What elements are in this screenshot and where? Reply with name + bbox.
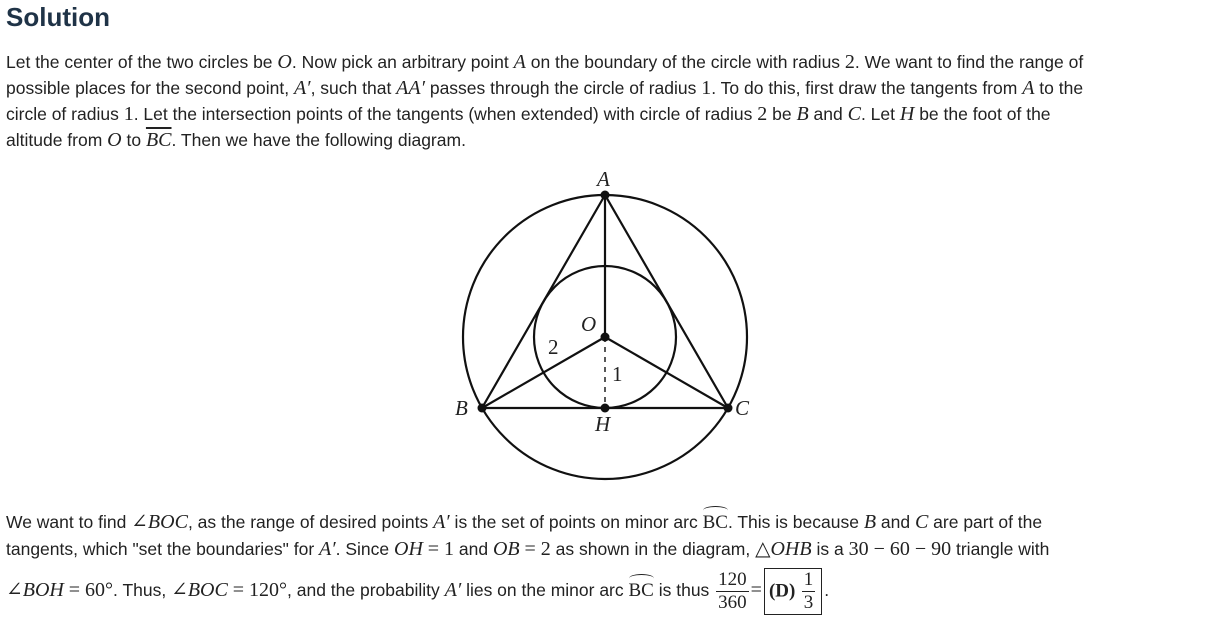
conclusion-paragraph — [6, 509, 1049, 615]
answer-choice-label: (D) — [768, 580, 796, 602]
label-c: C — [735, 396, 750, 420]
label-a: A — [597, 167, 610, 191]
point-c — [724, 404, 733, 413]
fraction-denominator: 360 — [718, 592, 747, 613]
point-o — [601, 333, 610, 342]
answer-numerator: 1 — [803, 569, 814, 590]
label-length-2: 2 — [548, 335, 559, 359]
point-a — [601, 191, 610, 200]
conclusion-line-2: tangents, which "set the boundaries" for A′. Since OH = 1 and OB = 2 as shown in the diagram, △OHB is a 30 − 60 − 90 triangle with — [6, 538, 1050, 560]
label-b: B — [455, 396, 468, 420]
intro-line-2: possible places for the second point, A′, such that AA′ passes through the circle of radius 1. To do this, first draw the tangents from A to the — [6, 77, 1084, 99]
label-o: O — [581, 312, 597, 336]
segment-oc — [605, 337, 728, 408]
label-length-1: 1 — [612, 362, 623, 386]
intro-line-4: altitude from O to $\overline{BC}$. Then we have the following diagram. — [6, 129, 466, 151]
segment-ob — [482, 337, 605, 408]
fraction-numerator: 120 — [718, 569, 747, 590]
equals-sign: = — [750, 579, 762, 602]
intro-line-1: Let the center of the two circles be O. Now pick an arbitrary point A on the boundary of the circle with radius 2. We want to find the range of — [6, 51, 1084, 73]
point-b — [478, 404, 487, 413]
fraction-120-360 — [716, 569, 749, 614]
answer-denominator: 3 — [803, 592, 814, 613]
intro-line-3: circle of radius 1. Let the intersection points of the tangents (when extended) with circle of radius 2 be B and C. Let H be the foot of the — [6, 103, 1051, 125]
conclusion-line-3: ∠BOH = 60°. Thus, ∠BOC = 120°, and the probability A′ lies on the minor arc BC is thus $\frac{120}{360}$ = (D) $\frac{1}{3}$ . — [6, 569, 830, 613]
conclusion-line-1: We want to find ∠BOC, as the range of desired points A′ is the set of points on minor arc BC. This is because B and C are part of the — [6, 509, 1049, 536]
label-h: H — [595, 412, 611, 436]
intro-paragraph — [6, 49, 1083, 153]
geometry-diagram — [448, 167, 768, 487]
solution-heading: Solution — [6, 2, 110, 32]
boxed-answer — [764, 568, 822, 615]
answer-fraction — [802, 569, 816, 614]
